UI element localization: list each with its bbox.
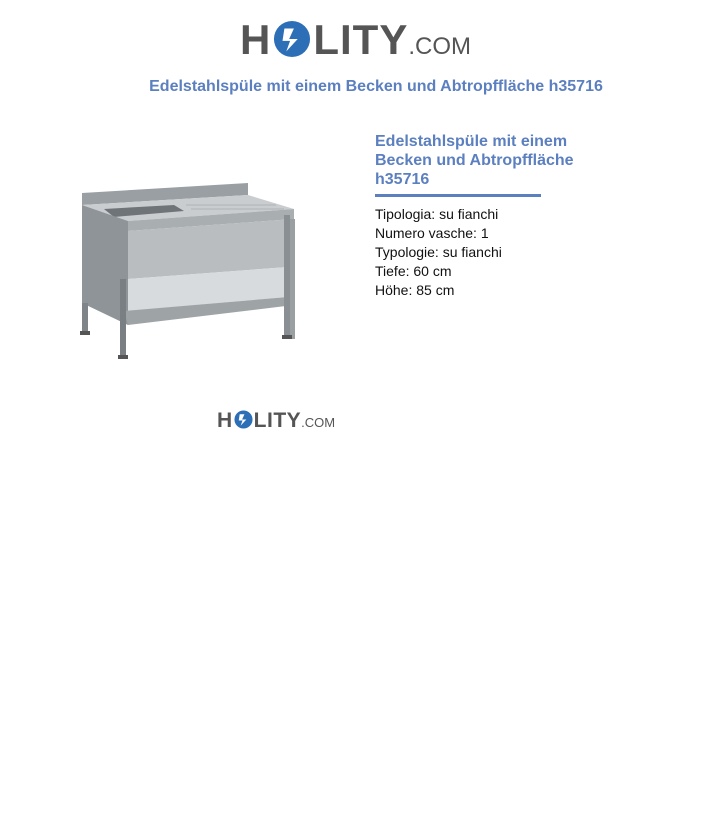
logo-o-icon (234, 410, 253, 429)
logo-text-h: H (217, 409, 233, 432)
logo-text-com: .COM (301, 415, 336, 430)
spec-item: Typologie: su fianchi (375, 244, 502, 260)
logo-text-com: .COM (408, 33, 472, 60)
product-image (76, 175, 302, 365)
spec-item: Numero vasche: 1 (375, 225, 489, 241)
spec-item: Höhe: 85 cm (375, 282, 455, 298)
brand-logo-small (217, 408, 335, 434)
logo-o-icon (273, 20, 311, 58)
product-title: Edelstahlspüle mit einem Becken und Abtropffläche h35716 (375, 133, 574, 188)
brand-logo[interactable] (240, 14, 471, 66)
page-title: Edelstahlspüle mit einem Becken und Abtropffläche h35716 (149, 78, 603, 95)
spec-list (375, 205, 502, 300)
logo-text-lity: LITY (253, 409, 302, 432)
logo-text-h: H (240, 16, 272, 63)
title-divider (375, 194, 541, 197)
spec-item: Tiefe: 60 cm (375, 263, 452, 279)
logo-text-lity: LITY (313, 16, 409, 63)
spec-item: Tipologia: su fianchi (375, 206, 499, 222)
